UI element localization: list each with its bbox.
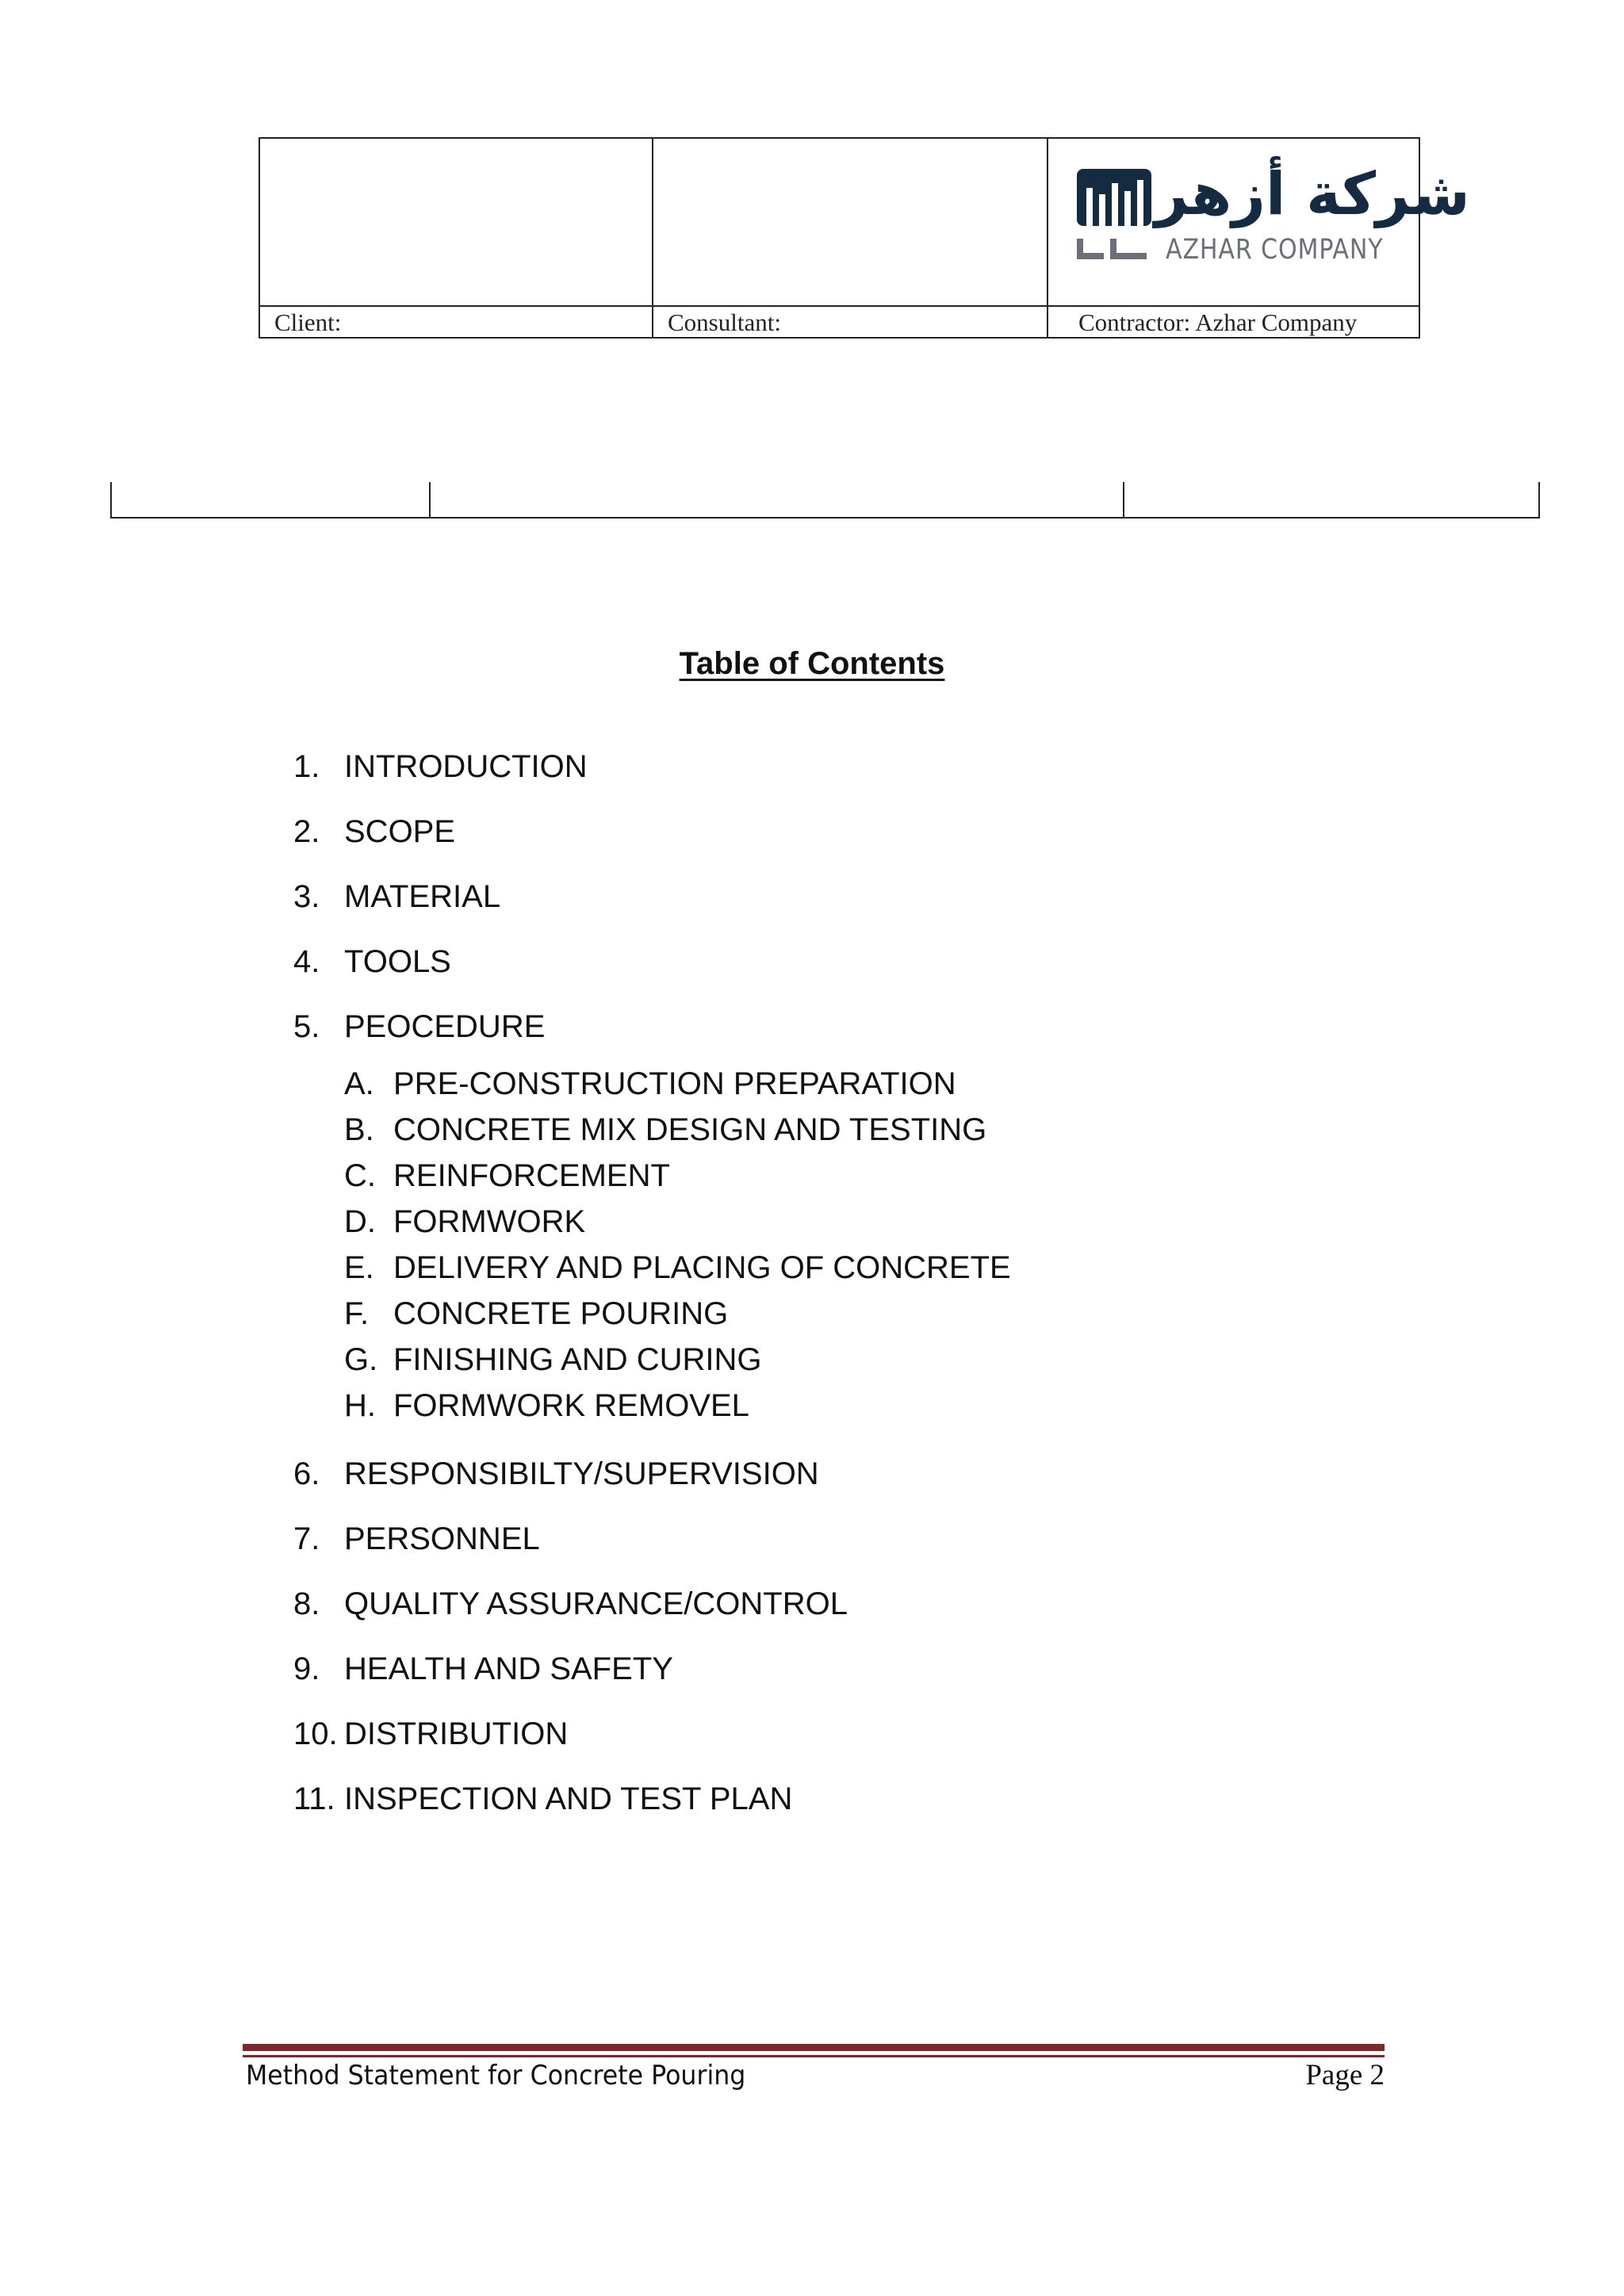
azhar-company-logo [1077,156,1470,275]
toc-item [293,1647,1011,1690]
toc-item-number: 1. [293,749,320,784]
toc-item-label: SCOPE [344,814,456,849]
consultant-label: Consultant: [653,305,1048,339]
toc-item-label: INSPECTION AND TEST PLAN [344,1781,793,1816]
table-column-divider [1123,482,1124,517]
toc-subitem-label: REINFORCEMENT [393,1158,670,1193]
azhar-monogram-icon [1077,156,1151,261]
toc-item [293,1777,1011,1820]
toc-item-number: 5. [293,1009,320,1044]
toc-item-number: 8. [293,1586,320,1621]
toc-subitem [344,1107,1011,1153]
toc-item-label: QUALITY ASSURANCE/CONTROL [344,1586,848,1621]
partial-table-row [110,482,1540,519]
toc-subitem-label: CONCRETE POURING [393,1296,729,1331]
toc-item-label: DISTRIBUTION [344,1716,569,1751]
toc-item-number: 11. [293,1781,335,1816]
toc-item [293,745,1011,788]
toc-item [293,1517,1011,1560]
footer-page-number: Page 2 [1305,2059,1385,2091]
toc-subitem [344,1245,1011,1291]
toc-item-number: 6. [293,1456,320,1491]
toc-item-number: 10. [293,1716,338,1751]
toc-list [293,745,1011,1843]
client-label: Client: [260,305,653,339]
toc-subitem [344,1337,1011,1383]
toc-item [293,940,1011,983]
toc-title: Table of Contents [679,646,945,681]
toc-item-label: INTRODUCTION [344,749,588,784]
toc-subitem-letter: F. [344,1296,370,1331]
toc-item [293,1712,1011,1755]
toc-item [293,1005,1011,1048]
toc-subitem-label: CONCRETE MIX DESIGN AND TESTING [393,1112,987,1147]
toc-subitem-label: FORMWORK [393,1204,586,1239]
header-table [259,137,1470,339]
toc-subitem-group [293,1061,1011,1429]
consultant-logo-cell [653,139,1048,305]
toc-subitem-label: PRE-CONSTRUCTION PREPARATION [393,1066,956,1101]
footer-document-title: Method Statement for Concrete Pouring [246,2060,746,2091]
logo-english-name: AZHAR COMPANY [1166,234,1384,266]
toc-item-number: 2. [293,814,320,849]
toc-item-number: 7. [293,1521,320,1556]
logo-arabic-name: شركة أزهر [1155,160,1470,228]
toc-item-label: PERSONNEL [344,1521,540,1556]
procedure-subitem-list [344,1061,1011,1429]
toc-item-label: HEALTH AND SAFETY [344,1651,673,1686]
toc-subitem [344,1153,1011,1199]
toc-item-label: PEOCEDURE [344,1009,546,1044]
toc-item [293,1582,1011,1625]
toc-subitem [344,1199,1011,1245]
toc-item-number: 9. [293,1651,320,1686]
toc-subitem-letter: E. [344,1250,374,1285]
toc-item-number: 3. [293,879,320,914]
toc-subitem-letter: G. [344,1342,378,1377]
toc-item-label: MATERIAL [344,879,501,914]
toc-item [293,875,1011,918]
toc-item [293,810,1011,853]
toc-subitem-label: DELIVERY AND PLACING OF CONCRETE [393,1250,1011,1285]
table-column-divider [429,482,431,517]
toc-subitem-letter: H. [344,1388,376,1423]
footer-rule [243,2044,1385,2051]
contractor-logo-cell [1048,139,1470,305]
toc-item-number: 4. [293,944,320,979]
toc-subitem [344,1061,1011,1107]
toc-subitem-letter: C. [344,1158,376,1193]
client-logo-cell [260,139,653,305]
toc-subitem-letter: B. [344,1112,374,1147]
toc-subitem-label: FINISHING AND CURING [393,1342,762,1377]
contractor-label: Contractor: Azhar Company [1048,305,1419,339]
toc-subitem [344,1291,1011,1337]
toc-subitem-label: FORMWORK REMOVEL [393,1388,749,1423]
toc-subitem-letter: D. [344,1204,376,1239]
toc-item [293,1452,1011,1495]
toc-item-label: TOOLS [344,944,451,979]
toc-subitem-letter: A. [344,1066,374,1101]
toc-subitem [344,1383,1011,1429]
toc-item-label: RESPONSIBILTY/SUPERVISION [344,1456,819,1491]
